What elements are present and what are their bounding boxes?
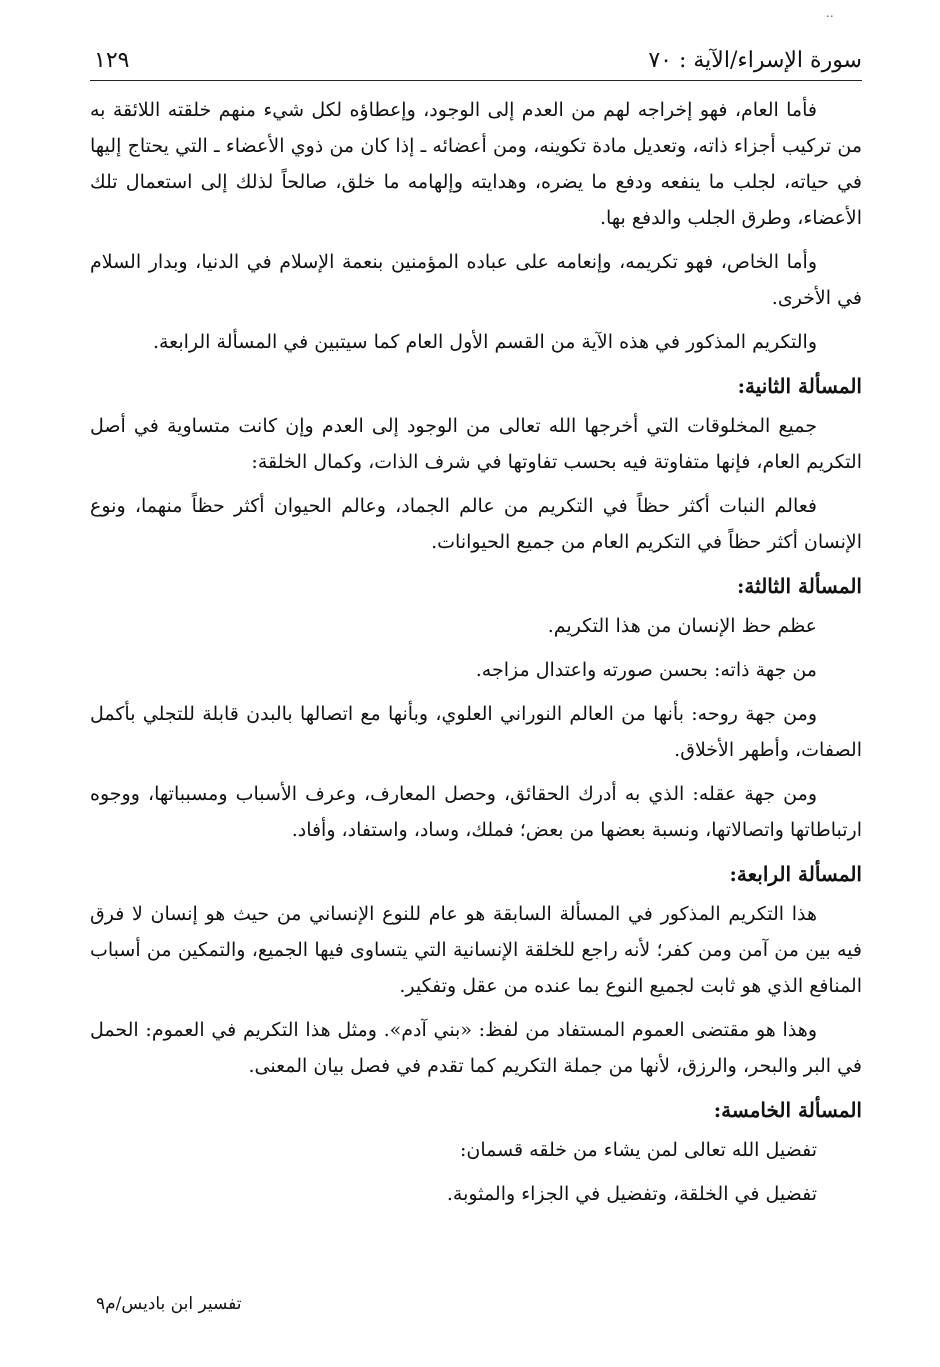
paragraph: من جهة ذاته: بحسن صورته واعتدال مزاجه. (475, 659, 817, 681)
page-body (90, 92, 862, 1220)
running-header (90, 44, 862, 81)
paragraph: ومن جهة عقله: الذي به أدرك الحقائق، وحصل المعارف، وعرف الأسباب ومسبباتها، ووجوه ارتباطاتها واتصالاتها، ونسبة بعضها من بعض؛ فملك، وساد، واستفاد، وأفاد. (90, 783, 862, 841)
section-heading: المسألة الثالثة: (737, 574, 862, 598)
page-number: ١٢٩ (94, 48, 130, 73)
section-heading: المسألة الثانية: (737, 374, 862, 398)
corner-mark: .. (826, 6, 834, 20)
paragraph: تفضيل في الخلقة، وتفضيل في الجزاء والمثوبة. (446, 1183, 817, 1205)
paragraph: هذا التكريم المذكور في المسألة السابقة هو عام للنوع الإنساني من حيث هو إنسان لا فرق فيه بين من آمن ومن كفر؛ لأنه راجع للخلقة الإنسانية التي يتساوى فيها الجميع، والتمكين من أسباب المنافع الذي هو ثابت لجميع النوع بما عنده من عقل وتفكير. (90, 903, 862, 997)
paragraph: عظم حظ الإنسان من هذا التكريم. (547, 615, 817, 637)
section-heading: المسألة الخامسة: (713, 1098, 862, 1122)
paragraph: جميع المخلوقات التي أخرجها الله تعالى من الوجود إلى العدم وإن كانت متساوية في أصل التكريم العام، فإنها متفاوتة فيه بحسب تفاوتها في شرف الذات، وكمال الخلقة: (90, 415, 862, 473)
paragraph: ومن جهة روحه: بأنها من العالم النوراني العلوي، وبأنها مع اتصالها بالبدن قابلة للتجلي بأكمل الصفات، وأطهر الأخلاق. (90, 703, 862, 761)
paragraph: فأما العام، فهو إخراجه لهم من العدم إلى الوجود، وإعطاؤه لكل شيء منهم خلقته اللائقة به من تركيب أجزاء ذاته، وتعديل مادة تكوينه، ومن أعضائه ـ إذا كان من ذوي الأعضاء ـ التي يحتاج إليها في حياته، لجلب ما ينفعه ودفع ما يضره، وهدايته وإلهامه ما خلق، صالحاً لذلك إلى استعمال تلك الأعضاء، وطرق الجلب والدفع بها. (90, 99, 862, 229)
paragraph: تفضيل الله تعالى لمن يشاء من خلقه قسمان: (459, 1139, 817, 1161)
section-heading: المسألة الرابعة: (729, 862, 862, 886)
paragraph: وهذا هو مقتضى العموم المستفاد من لفظ: «بني آدم». ومثل هذا التكريم في العموم: الحمل في البر والبحر، والرزق، لأنها من جملة التكريم كما تقدم في فصل بيان المعنى. (90, 1019, 862, 1077)
footer-signature: تفسير ابن باديس/م٩ (96, 1294, 242, 1314)
paragraph: والتكريم المذكور في هذه الآية من القسم الأول العام كما سيتبين في المسألة الرابعة. (152, 331, 817, 353)
header-title: سورة الإسراء/الآية : ٧٠ (648, 48, 862, 73)
paragraph: وأما الخاص، فهو تكريمه، وإنعامه على عباده المؤمنين بنعمة الإسلام في الدنيا، وبدار السلام في الأخرى. (90, 251, 862, 309)
paragraph: فعالم النبات أكثر حظاً في التكريم من عالم الجماد، وعالم الحيوان أكثر حظاً منهما، ونوع الإنسان أكثر حظاً في التكريم العام من جميع الحيوانات. (90, 495, 862, 553)
